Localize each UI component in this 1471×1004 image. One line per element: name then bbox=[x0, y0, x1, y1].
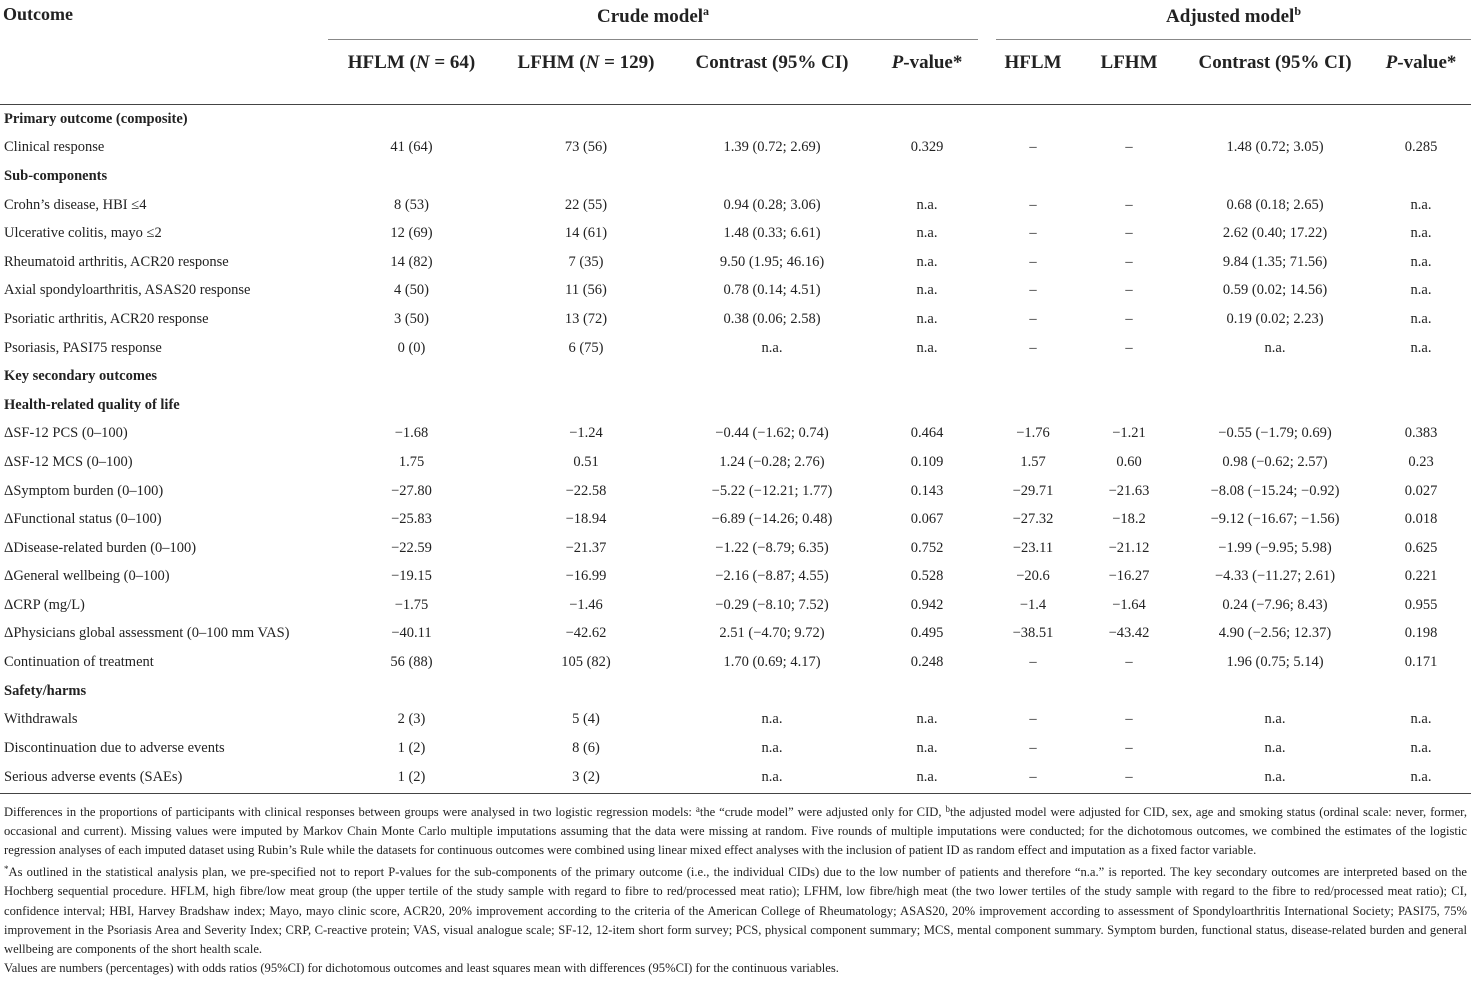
section-label: Primary outcome (composite) bbox=[4, 110, 188, 127]
table-cell: −22.58 bbox=[565, 482, 607, 499]
table-cell: 0.109 bbox=[910, 453, 944, 470]
table-cell bbox=[328, 162, 495, 191]
table-cell: 0.19 (0.02; 2.23) bbox=[1226, 310, 1324, 327]
table-cell: 7 (35) bbox=[568, 253, 604, 270]
table-cell: 4 (50) bbox=[393, 282, 430, 299]
table-cell: n.a. bbox=[1264, 711, 1286, 728]
column-header: P-value* bbox=[891, 52, 963, 73]
table-cell bbox=[1079, 362, 1179, 391]
table-cell: n.a. bbox=[1410, 339, 1432, 356]
table-cell: 0.942 bbox=[910, 596, 944, 613]
column-header: HFLM bbox=[1004, 52, 1062, 73]
footnote-values: Values are numbers (percentages) with odds ratios (95%CI) for dichotomous outcomes and least squares mean with differences (95%CI) for the continuous variables. bbox=[4, 961, 839, 976]
table-row bbox=[0, 219, 1471, 248]
table-cell: −1.24 bbox=[569, 425, 603, 442]
table-cell: −1.46 bbox=[569, 596, 603, 613]
table-row bbox=[0, 505, 1471, 534]
table-cell: 5 (4) bbox=[572, 711, 600, 728]
table-cell: 0.752 bbox=[910, 539, 944, 556]
table-cell: −21.63 bbox=[1108, 482, 1150, 499]
table-cell: −18.2 bbox=[1112, 511, 1146, 528]
column-header: Contrast (95% CI) bbox=[695, 52, 849, 73]
column-header: LFHM (N = 129) bbox=[517, 52, 655, 73]
table-cell: −18.94 bbox=[565, 511, 607, 528]
table-row bbox=[0, 305, 1471, 334]
table-cell: −1.64 bbox=[1112, 596, 1146, 613]
table-cell: n.a. bbox=[1410, 739, 1432, 756]
table-cell: 0.248 bbox=[910, 654, 944, 671]
table-cell bbox=[987, 162, 1079, 191]
table-cell bbox=[1371, 162, 1471, 191]
table-cell bbox=[1179, 362, 1371, 391]
row-label: Withdrawals bbox=[4, 711, 78, 728]
blank-header-cell bbox=[0, 40, 328, 87]
table-cell: – bbox=[1125, 711, 1133, 728]
table-cell: −5.22 (−12.21; 1.77) bbox=[711, 482, 833, 499]
table-cell bbox=[495, 362, 677, 391]
table-cell bbox=[495, 677, 677, 706]
table-cell: 1.48 (0.72; 3.05) bbox=[1226, 139, 1324, 156]
table-cell: 0.23 bbox=[1408, 453, 1434, 470]
table-row bbox=[0, 648, 1471, 677]
table-cell bbox=[328, 677, 495, 706]
table-cell: – bbox=[1125, 282, 1133, 299]
table-cell: n.a. bbox=[677, 763, 867, 794]
table-cell: 2 (3) bbox=[397, 711, 426, 728]
table-cell: – bbox=[1029, 711, 1037, 728]
table-cell: 0.60 bbox=[1116, 453, 1142, 470]
table-cell bbox=[677, 362, 867, 391]
table-cell: – bbox=[1029, 339, 1037, 356]
table-cell: n.a. bbox=[1410, 225, 1432, 242]
table-cell: 1.75 bbox=[398, 453, 425, 470]
table-cell: 0.143 bbox=[910, 482, 944, 499]
table-cell: 0.221 bbox=[1404, 568, 1438, 585]
table-cell: 73 (56) bbox=[564, 139, 608, 156]
row-label: ΔCRP (mg/L) bbox=[4, 596, 85, 613]
outcome-header: Outcome bbox=[3, 4, 73, 24]
row-label: ΔSymptom burden (0–100) bbox=[4, 482, 164, 499]
table-row bbox=[0, 563, 1471, 592]
table-cell: n.a. bbox=[916, 196, 938, 213]
table-cell: −8.08 (−15.24; −0.92) bbox=[1210, 482, 1340, 499]
table-cell: n.a. bbox=[867, 763, 987, 794]
table-row bbox=[0, 591, 1471, 620]
table-cell: 9.84 (1.35; 71.56) bbox=[1222, 253, 1328, 270]
table-cell bbox=[1371, 362, 1471, 391]
table-cell: −43.42 bbox=[1108, 625, 1150, 642]
table-cell bbox=[1179, 162, 1371, 191]
table-cell bbox=[1079, 162, 1179, 191]
table-cell: −1.22 (−8.79; 6.35) bbox=[715, 539, 829, 556]
footnote-models: Differences in the proportions of participants with clinical responses between groups were analysed in two logistic regression models: $^a$the “crude model” were adjusted only for CID, $^b$the adjusted model were adjusted for CID, sex, age and smoking status (ordinal scale: never, former, occasional and current). Missing values were imputed by Markov Chain Monte Carlo multiple imputations assuming that the data were missing at random. Five rounds of multiple imputations were conducted; for the dichotomous outcomes, we combined the estimates of the logistic regression analyses of each imputed dataset using Rubin’s Rule while the datasets for continuous outcomes were combined using linear mixed effect analyses with the inclusion of patient ID as random effect and imputation as a fixed factor variable. bbox=[4, 803, 1467, 858]
table-cell: n.a. bbox=[1264, 739, 1286, 756]
table-cell: 1.96 (0.75; 5.14) bbox=[1226, 654, 1324, 671]
table-cell: 0.528 bbox=[910, 568, 944, 585]
table-cell: −6.89 (−14.26; 0.48) bbox=[711, 511, 833, 528]
table-cell: – bbox=[1029, 282, 1037, 299]
table-cell: 1.70 (0.69; 4.17) bbox=[723, 654, 821, 671]
table-row bbox=[0, 191, 1471, 220]
table-row bbox=[0, 763, 1471, 794]
crude-model-header: Crude model$^a$ bbox=[328, 0, 987, 40]
adjusted-model-header: Adjusted model$^b$ bbox=[987, 0, 1471, 40]
table-cell: 1.24 (−0.28; 2.76) bbox=[719, 453, 825, 470]
table-cell bbox=[328, 362, 495, 391]
table-cell: −4.33 (−11.27; 2.61) bbox=[1214, 568, 1336, 585]
table-cell: −40.11 bbox=[391, 625, 432, 642]
table-cell: 0.067 bbox=[910, 511, 944, 528]
table-cell bbox=[987, 391, 1079, 420]
table-cell bbox=[1371, 391, 1471, 420]
table-cell: −23.11 bbox=[1012, 539, 1054, 556]
table-cell: −1.4 bbox=[1019, 596, 1047, 613]
table-cell: 0.625 bbox=[1404, 539, 1438, 556]
table-cell: – bbox=[1029, 225, 1037, 242]
table-row bbox=[0, 734, 1471, 763]
row-label: ΔSF-12 PCS (0–100) bbox=[4, 425, 128, 442]
table-cell bbox=[328, 105, 495, 134]
row-label: ΔGeneral wellbeing (0–100) bbox=[4, 568, 170, 585]
table-cell: 2.62 (0.40; 17.22) bbox=[1222, 225, 1328, 242]
table-row bbox=[0, 334, 1471, 363]
column-header: P-value* bbox=[1385, 52, 1457, 73]
table-cell bbox=[987, 362, 1079, 391]
table-cell: −27.32 bbox=[1012, 511, 1054, 528]
table-cell: 1.48 (0.33; 6.61) bbox=[723, 225, 821, 242]
table-cell: 3 (50) bbox=[393, 310, 430, 327]
table-cell: 8 (53) bbox=[393, 196, 430, 213]
section-row bbox=[0, 677, 1471, 706]
table-cell bbox=[867, 105, 987, 134]
table-cell: 3 (2) bbox=[495, 763, 677, 794]
table-cell bbox=[867, 677, 987, 706]
table-cell bbox=[1371, 105, 1471, 134]
table-cell: 0.171 bbox=[1404, 654, 1438, 671]
table-cell: 0.027 bbox=[1404, 482, 1438, 499]
table-cell: 22 (55) bbox=[564, 196, 608, 213]
table-cell: −2.16 (−8.87; 4.55) bbox=[715, 568, 829, 585]
footnotes bbox=[0, 794, 1471, 979]
table-cell: – bbox=[1125, 139, 1133, 156]
table-cell: – bbox=[1079, 763, 1179, 794]
row-label: Discontinuation due to adverse events bbox=[4, 739, 225, 756]
table-cell bbox=[495, 391, 677, 420]
table-cell bbox=[1079, 105, 1179, 134]
table-cell: 0.59 (0.02; 14.56) bbox=[1222, 282, 1328, 299]
table-cell: – bbox=[1125, 739, 1133, 756]
table-cell: n.a. bbox=[1410, 253, 1432, 270]
table-cell: 0.383 bbox=[1404, 425, 1438, 442]
table-cell: 41 (64) bbox=[390, 139, 433, 156]
table-cell: n.a. bbox=[761, 739, 783, 756]
table-cell: −1.99 (−9.95; 5.98) bbox=[1218, 539, 1332, 556]
table-cell bbox=[987, 105, 1079, 134]
table-cell bbox=[1179, 391, 1371, 420]
table-cell: 4.90 (−2.56; 12.37) bbox=[1218, 625, 1332, 642]
row-label: ΔSF-12 MCS (0–100) bbox=[4, 453, 133, 470]
row-label: Psoriatic arthritis, ACR20 response bbox=[4, 310, 209, 327]
table-cell: n.a. bbox=[1179, 763, 1371, 794]
table-cell: 6 (75) bbox=[568, 339, 604, 356]
table-cell bbox=[677, 162, 867, 191]
row-label: Ulcerative colitis, mayo ≤2 bbox=[4, 225, 162, 242]
column-header: HFLM (N = 64) bbox=[347, 52, 476, 73]
table-row bbox=[0, 277, 1471, 306]
table-cell: 0 (0) bbox=[397, 339, 426, 356]
table-cell: 0.464 bbox=[910, 425, 944, 442]
table-cell: – bbox=[1125, 339, 1133, 356]
table-cell: – bbox=[1125, 225, 1133, 242]
table-cell: n.a. bbox=[916, 282, 938, 299]
table-cell: 2.51 (−4.70; 9.72) bbox=[719, 625, 825, 642]
table-cell: −29.71 bbox=[1012, 482, 1054, 499]
table-row bbox=[0, 477, 1471, 506]
table-cell: – bbox=[1029, 739, 1037, 756]
table-cell: n.a. bbox=[1410, 711, 1432, 728]
table-cell: n.a. bbox=[1410, 282, 1432, 299]
table-cell: 0.78 (0.14; 4.51) bbox=[723, 282, 821, 299]
section-row bbox=[0, 162, 1471, 191]
table-cell: 1.57 bbox=[1020, 453, 1046, 470]
table-cell: 0.495 bbox=[910, 625, 944, 642]
table-cell: – bbox=[1125, 253, 1133, 270]
table-cell: 0.285 bbox=[1404, 139, 1438, 156]
column-header: LFHM bbox=[1100, 52, 1158, 73]
table-cell: n.a. bbox=[1264, 339, 1286, 356]
row-label: ΔDisease-related burden (0–100) bbox=[4, 539, 197, 556]
section-row bbox=[0, 105, 1471, 134]
table-cell: – bbox=[1029, 654, 1037, 671]
table-cell: 0.018 bbox=[1404, 511, 1438, 528]
table-cell: −25.83 bbox=[391, 511, 432, 528]
table-cell bbox=[677, 105, 867, 134]
table-cell: 0.98 (−0.62; 2.57) bbox=[1222, 453, 1328, 470]
table-cell: −1.21 bbox=[1112, 425, 1146, 442]
table-cell: n.a. bbox=[1410, 310, 1432, 327]
row-label: Crohn’s disease, HBI ≤4 bbox=[4, 196, 147, 213]
table-cell: 0.955 bbox=[1404, 596, 1438, 613]
table-cell: – bbox=[987, 763, 1079, 794]
table-cell: −1.75 bbox=[394, 596, 429, 613]
table-cell: – bbox=[1029, 253, 1037, 270]
table-cell bbox=[495, 105, 677, 134]
table-cell: 8 (6) bbox=[572, 739, 600, 756]
table-cell: −1.68 bbox=[394, 425, 429, 442]
table-cell: −16.27 bbox=[1108, 568, 1150, 585]
table-cell: n.a. bbox=[916, 339, 938, 356]
table-cell: −21.12 bbox=[1108, 539, 1150, 556]
table-cell: −21.37 bbox=[565, 539, 607, 556]
table-cell: n.a. bbox=[916, 739, 938, 756]
row-label: Serious adverse events (SAEs) bbox=[0, 763, 328, 794]
table-cell: 9.50 (1.95; 46.16) bbox=[719, 253, 825, 270]
table-cell: n.a. bbox=[1410, 196, 1432, 213]
table-cell bbox=[987, 677, 1079, 706]
table-cell bbox=[867, 391, 987, 420]
table-cell: 0.68 (0.18; 2.65) bbox=[1226, 196, 1324, 213]
table-cell: 105 (82) bbox=[561, 654, 611, 671]
table-cell: 1 (2) bbox=[328, 763, 495, 794]
table-cell bbox=[1079, 677, 1179, 706]
table-cell: – bbox=[1029, 310, 1037, 327]
table-row bbox=[0, 420, 1471, 449]
table-cell: 11 (56) bbox=[565, 282, 607, 299]
table-cell: – bbox=[1029, 196, 1037, 213]
table-cell: 14 (61) bbox=[564, 225, 608, 242]
section-label: Key secondary outcomes bbox=[4, 368, 158, 385]
table-cell: 0.38 (0.06; 2.58) bbox=[723, 310, 821, 327]
table-row bbox=[0, 134, 1471, 163]
table-cell: n.a. bbox=[916, 225, 938, 242]
section-label: Health-related quality of life bbox=[4, 396, 180, 413]
table-cell: −19.15 bbox=[391, 568, 432, 585]
table-cell: −27.80 bbox=[391, 482, 432, 499]
section-label: Sub-components bbox=[4, 167, 108, 184]
table-cell bbox=[867, 162, 987, 191]
table-cell: 0.329 bbox=[910, 139, 944, 156]
table-cell: 0.94 (0.28; 3.06) bbox=[723, 196, 821, 213]
table-cell: −9.12 (−16.67; −1.56) bbox=[1210, 511, 1340, 528]
table-cell: n.a. bbox=[916, 711, 938, 728]
table-row bbox=[0, 705, 1471, 734]
table-cell: −0.55 (−1.79; 0.69) bbox=[1218, 425, 1332, 442]
section-row bbox=[0, 362, 1471, 391]
table-row bbox=[0, 534, 1471, 563]
table-cell bbox=[1179, 677, 1371, 706]
table-cell: – bbox=[1125, 196, 1133, 213]
row-label: Rheumatoid arthritis, ACR20 response bbox=[4, 253, 229, 270]
table-cell bbox=[867, 362, 987, 391]
table-cell bbox=[677, 391, 867, 420]
column-header: Contrast (95% CI) bbox=[1198, 52, 1352, 73]
row-label: Continuation of treatment bbox=[4, 654, 154, 671]
header-row-columns bbox=[0, 40, 1471, 87]
table-cell bbox=[1179, 105, 1371, 134]
table-cell bbox=[1079, 391, 1179, 420]
table-cell: −1.76 bbox=[1016, 425, 1050, 442]
table-cell bbox=[1371, 677, 1471, 706]
table-cell: 0.24 (−7.96; 8.43) bbox=[1222, 596, 1328, 613]
table-cell bbox=[328, 391, 495, 420]
table-cell: n.a. bbox=[1371, 763, 1471, 794]
table-cell: n.a. bbox=[916, 310, 938, 327]
table-cell: – bbox=[1029, 139, 1037, 156]
table-cell: −0.44 (−1.62; 0.74) bbox=[715, 425, 829, 442]
table-cell: n.a. bbox=[916, 253, 938, 270]
table-cell: 14 (82) bbox=[390, 253, 433, 270]
table-cell: −42.62 bbox=[565, 625, 607, 642]
table-cell: – bbox=[1125, 654, 1133, 671]
table-cell: 13 (72) bbox=[564, 310, 608, 327]
table-cell: −22.59 bbox=[391, 539, 432, 556]
row-label: Clinical response bbox=[4, 139, 105, 156]
table-cell: −0.29 (−8.10; 7.52) bbox=[715, 596, 829, 613]
table-row bbox=[0, 620, 1471, 649]
table-cell: 1 (2) bbox=[397, 739, 426, 756]
table-row bbox=[0, 248, 1471, 277]
table-cell: n.a. bbox=[761, 339, 783, 356]
table-cell: −38.51 bbox=[1012, 625, 1054, 642]
table-cell: 0.51 bbox=[573, 453, 599, 470]
table-cell: – bbox=[1125, 310, 1133, 327]
table-cell: 1.39 (0.72; 2.69) bbox=[723, 139, 821, 156]
table-body bbox=[0, 105, 1471, 794]
table-cell: 12 (69) bbox=[390, 225, 433, 242]
table-cell: −16.99 bbox=[565, 568, 607, 585]
table-cell: n.a. bbox=[761, 711, 783, 728]
table-cell bbox=[677, 677, 867, 706]
footnote-pvalues: *As outlined in the statistical analysis plan, we pre-specified not to report P-values for the sub-components of the primary outcome (i.e., the individual CIDs) due to the low number of patients and therefore “n.a.” is reported. The key secondary outcomes are interpreted based on the Hochberg sequential procedure. HFLM, high fibre/low meat group (the upper tertile of the study sample with regard to fibre to red/processed meat ratio); LFHM, low fibre/high meat (the two lower tertiles of the study sample with regard to the fibre to red/processed meat ratio); CI, confidence interval; HBI, Harvey Bradshaw index; Mayo, mayo clinic score, ACR20, 20% improvement according to the criteria of the American College of Rheumatology; ASAS20, 20% improvement according to assessment of Spondyloarthritis International Society; PASI75, 75% improvement in the Psoriasis Area and Severity Index; CRP, C-reactive protein; VAS, visual analogue scale; SF-12, 12-item short form survey; PCS, physical component summary; MCS, mental component summary. Symptom burden, functional status, disease-related burden and general wellbeing are components of the short health scale. bbox=[4, 864, 1467, 957]
table-cell: 56 (88) bbox=[390, 654, 433, 671]
row-label: Psoriasis, PASI75 response bbox=[4, 339, 162, 356]
header-row-groups bbox=[0, 0, 1471, 40]
table-row bbox=[0, 448, 1471, 477]
row-label: ΔFunctional status (0–100) bbox=[4, 511, 162, 528]
table-cell bbox=[495, 162, 677, 191]
section-label: Safety/harms bbox=[4, 682, 87, 699]
header-spacer bbox=[0, 86, 1471, 105]
section-row bbox=[0, 391, 1471, 420]
table-cell: −20.6 bbox=[1016, 568, 1050, 585]
row-label: Axial spondyloarthritis, ASAS20 response bbox=[4, 282, 251, 299]
row-label: ΔPhysicians global assessment (0–100 mm VAS) bbox=[4, 625, 290, 642]
table-cell: 0.198 bbox=[1404, 625, 1438, 642]
